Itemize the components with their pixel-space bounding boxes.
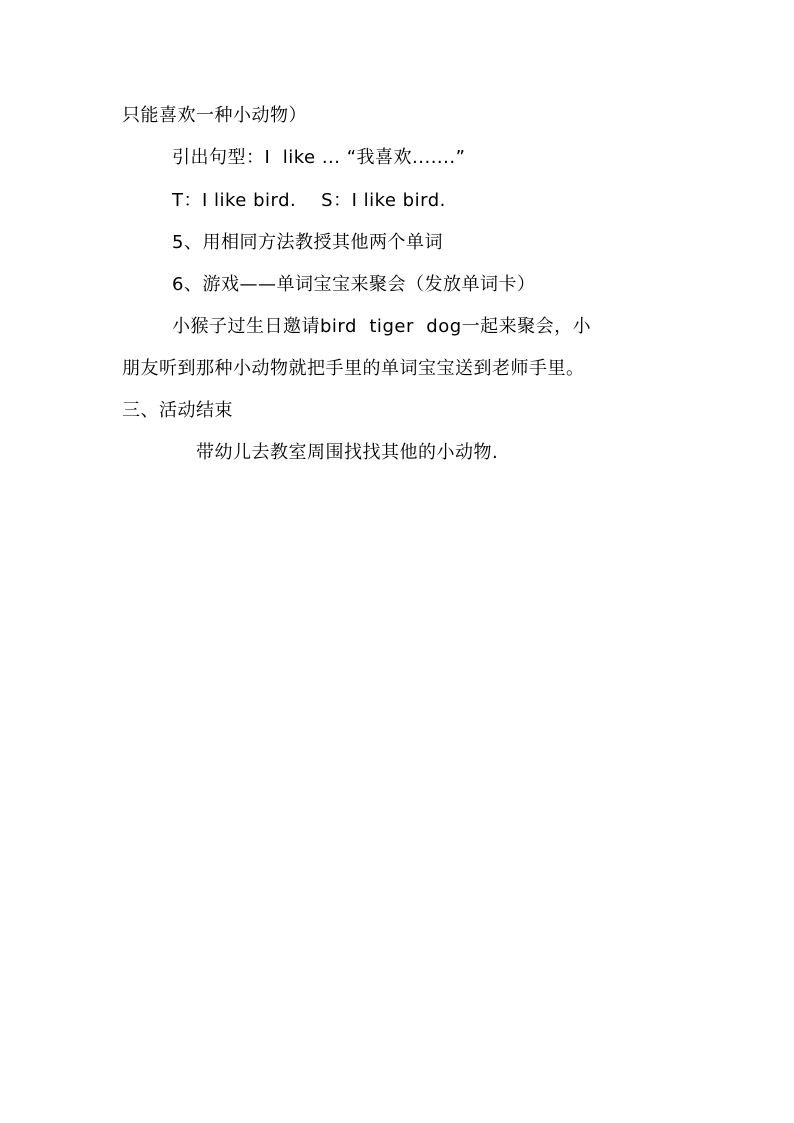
text-line-5: 6、游戏——单词宝宝来聚会（发放单词卡） [172, 274, 536, 295]
text-line-6: 小猴子过生日邀请bird tiger dog一起来聚会，小 [172, 316, 592, 337]
text-line-3: T：I like bird. S：I like bird. [172, 190, 446, 211]
section-heading: 三、活动结束 [122, 400, 233, 421]
text-line-4: 5、用相同方法教授其他两个单词 [172, 232, 443, 253]
text-line-7: 朋友听到那种小动物就把手里的单词宝宝送到老师手里。 [122, 358, 585, 379]
text-line-2: 引出句型：I like ... “我喜欢.......” [172, 147, 466, 168]
text-line-9: 带幼儿去教室周围找找其他的小动物. [196, 442, 499, 463]
text-line-1: 只能喜欢一种小动物） [122, 105, 307, 126]
